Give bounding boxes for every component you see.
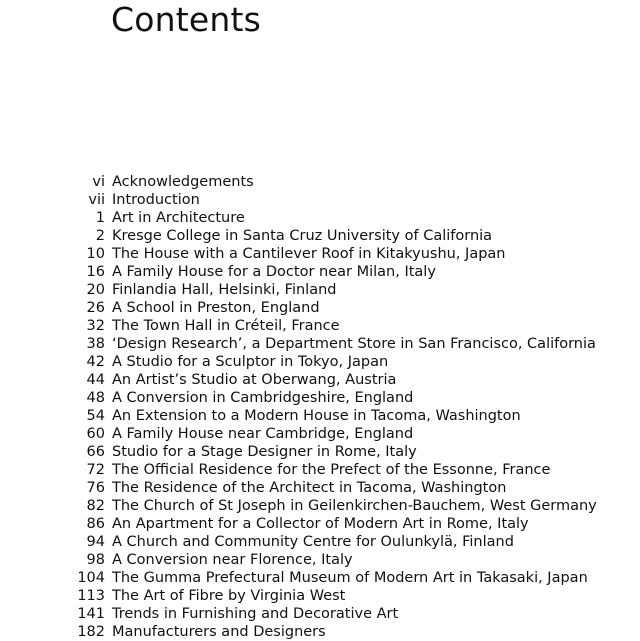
- toc-entry: [70, 533, 635, 551]
- toc-entry-title: A School in Preston, England: [112, 300, 320, 316]
- toc-page-number: 16: [86, 264, 105, 280]
- toc-entry-title: The Official Residence for the Prefect of the Essonne, France: [112, 462, 551, 478]
- table-of-contents: [70, 173, 635, 641]
- toc-entry: [70, 263, 635, 281]
- toc-page-number: 60: [86, 426, 105, 442]
- toc-page-number: 20: [86, 282, 105, 298]
- toc-page-number: 1: [95, 210, 105, 226]
- toc-entry-title: A Family House near Cambridge, England: [112, 426, 414, 442]
- toc-page-number: vi: [92, 174, 105, 190]
- toc-entry-title: The Art of Fibre by Virginia West: [112, 588, 346, 604]
- toc-entry: [70, 299, 635, 317]
- toc-page-number: 10: [86, 246, 105, 262]
- toc-entry-title: The House with a Cantilever Roof in Kitakyushu, Japan: [112, 246, 506, 262]
- toc-page-number: 104: [77, 570, 105, 586]
- page-title: Contents: [111, 0, 262, 39]
- toc-page-number: 38: [86, 336, 105, 352]
- toc-entry: [70, 605, 635, 623]
- toc-entry-title: A Studio for a Sculptor in Tokyo, Japan: [112, 354, 389, 370]
- toc-entry-title: The Residence of the Architect in Tacoma, Washington: [112, 480, 507, 496]
- toc-page-number: 86: [86, 516, 105, 532]
- toc-entry-title: Art in Architecture: [112, 210, 245, 226]
- toc-entry-title: The Town Hall in Créteil, France: [112, 318, 340, 334]
- toc-entry-title: The Gumma Prefectural Museum of Modern Art in Takasaki, Japan: [112, 570, 588, 586]
- toc-entry-title: Acknowledgements: [112, 174, 254, 190]
- toc-entry: [70, 245, 635, 263]
- toc-entry-title: A Church and Community Centre for Oulunkylä, Finland: [112, 534, 514, 550]
- toc-entry-title: Kresge College in Santa Cruz University of California: [112, 228, 493, 244]
- toc-entry: [70, 461, 635, 479]
- toc-entry: [70, 191, 635, 209]
- toc-entry: [70, 425, 635, 443]
- toc-entry: [70, 443, 635, 461]
- toc-page-number: 98: [86, 552, 105, 568]
- toc-entry-title: An Artist’s Studio at Oberwang, Austria: [112, 372, 397, 388]
- toc-page-number: 72: [86, 462, 105, 478]
- toc-page-number: 54: [86, 408, 105, 424]
- toc-entry-title: The Church of St Joseph in Geilenkirchen-Bauchem, West Germany: [112, 498, 597, 514]
- toc-entry-title: A Conversion in Cambridgeshire, England: [112, 390, 414, 406]
- toc-entry: [70, 317, 635, 335]
- toc-entry-title: A Family House for a Doctor near Milan, Italy: [112, 264, 436, 280]
- toc-page-number: 113: [77, 588, 105, 604]
- toc-entry: [70, 227, 635, 245]
- toc-page-number: 32: [86, 318, 105, 334]
- toc-page-number: 82: [86, 498, 105, 514]
- toc-entry: [70, 407, 635, 425]
- toc-entry-title: A Conversion near Florence, Italy: [112, 552, 353, 568]
- toc-entry: [70, 497, 635, 515]
- toc-entry: [70, 569, 635, 587]
- toc-page-number: 26: [86, 300, 105, 316]
- toc-entry: [70, 371, 635, 389]
- toc-page-number: 76: [86, 480, 105, 496]
- toc-page-number: 66: [86, 444, 105, 460]
- toc-page-number: 42: [86, 354, 105, 370]
- toc-entry: [70, 623, 635, 641]
- toc-entry-title: ‘Design Research’, a Department Store in San Francisco, California: [112, 336, 596, 352]
- toc-entry: [70, 587, 635, 605]
- toc-page-number: vii: [88, 192, 105, 208]
- toc-entry: [70, 353, 635, 371]
- toc-entry: [70, 515, 635, 533]
- toc-page-number: 141: [77, 606, 105, 622]
- toc-entry: [70, 173, 635, 191]
- toc-page-number: 44: [86, 372, 105, 388]
- toc-entry-title: Introduction: [112, 192, 200, 208]
- toc-entry-title: Finlandia Hall, Helsinki, Finland: [112, 282, 337, 298]
- toc-entry-title: An Extension to a Modern House in Tacoma, Washington: [112, 408, 521, 424]
- toc-page-number: 2: [95, 228, 105, 244]
- toc-entry: [70, 389, 635, 407]
- toc-page-number: 48: [86, 390, 105, 406]
- toc-entry: [70, 551, 635, 569]
- toc-entry-title: Manufacturers and Designers: [112, 624, 326, 640]
- toc-entry-title: Trends in Furnishing and Decorative Art: [112, 606, 399, 622]
- toc-entry: [70, 209, 635, 227]
- toc-entry: [70, 479, 635, 497]
- toc-page-number: 182: [77, 624, 105, 640]
- toc-entry: [70, 335, 635, 353]
- toc-entry-title: An Apartment for a Collector of Modern Art in Rome, Italy: [112, 516, 529, 532]
- toc-entry-title: Studio for a Stage Designer in Rome, Italy: [112, 444, 417, 460]
- toc-page-number: 94: [86, 534, 105, 550]
- toc-entry: [70, 281, 635, 299]
